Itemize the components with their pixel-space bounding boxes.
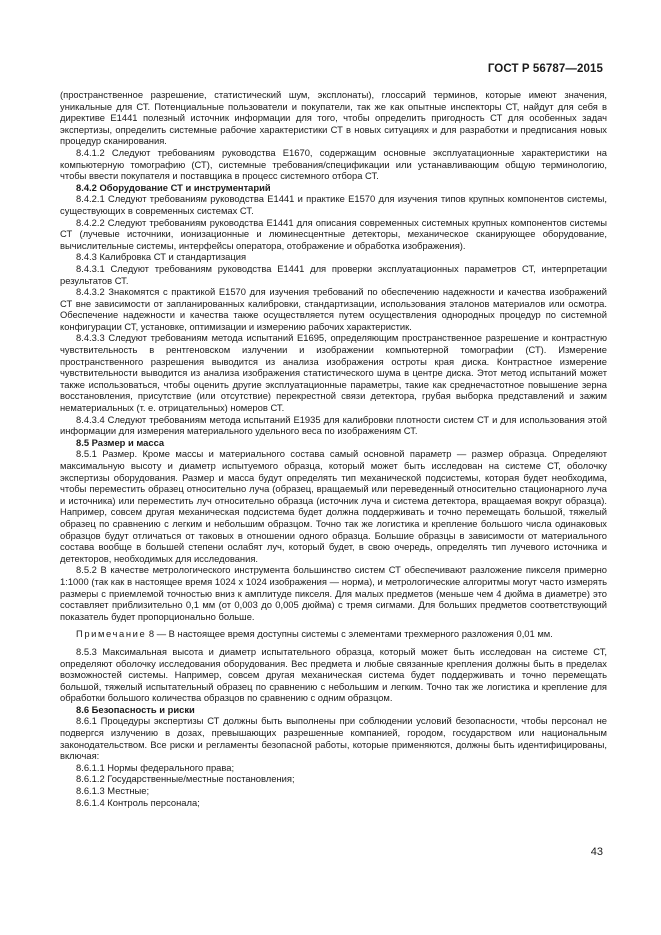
paragraph: 8.4.3.4 Следуют требованиям метода испытаний Е1935 для калибровки плотности систем СТ и для использования этой информации для измерения материального удельного веса по изображениям СТ. <box>60 413 607 437</box>
paragraph: 8.4.1.2 Следуют требованиям руководства Е1670, содержащим основные эксплуатационные характеристики на компьютерную томографию (СТ), системные требования/спецификации или устанавливающим общую терминологию, чтобы ввести покупателя и поставщика в процесс системного отбора СТ. <box>60 146 607 182</box>
paragraph: 8.6.1 Процедуры экспертизы СТ должны быть выполнены при соблюдении условий безопасности, чтобы персонал не подвергся излучению в дозах, превышающих разрешенные компанией, городом, государством или национальным законодательством. Все риски и регламенты безопасной работы, которые применяются, должны быть идентифицированы, включая: <box>60 715 607 762</box>
paragraph: 8.5 Размер и масса <box>76 436 165 448</box>
paragraph: 8.4.2.2 Следуют требованиям руководства Е1441 для описания современных системных крупных компонентов системы СТ (лучевые источники, ионизационные и люминесцентные детекторы, механическое сканирующее оборудование, вычислительные системы, интерфейсы оператора, отображение и обработка изображения). <box>60 216 607 251</box>
paragraph: 8.6 Безопасность и риски <box>76 703 195 715</box>
page-number: 43 <box>590 846 603 858</box>
page-header: ГОСТ Р 56787—2015 <box>487 63 603 75</box>
paragraph: (пространственное разрешение, статистический шум, эксплонаты), глоссарий терминов, которые имеют значения, уникальные для СТ. Потенциальные пользователи и покупатели, так же как опытные инспекторы СТ, найдут для себя в директиве Е1441 полезный источник информации для того, чтобы определить пригодность СТ для особенных задач экспертизы, определить системные рабочие характеристики СТ в новых ситуациях и для разработки и предписания новых процедур сканирования. <box>60 89 607 147</box>
paragraph: 8.5.1 Размер. Кроме массы и материального состава самый основной параметр — размер образца. Определяют максимальную высоту и диаметр испытуемого образца, который может быть исследован на системе СТ, оболочку экспертизы оборудования. Размер и масса будут определять тип механической подсистемы, которая будет необходима, чтобы переместить образец относительно луча (образец, вращаемый или переведенный относительно стационарного луча и источника) или переместить луч относительно образца (источник луча и система детектора, вращаемая вокруг образца). Например, совсем другая механическая подсистема будет должна поддерживать и точно перемещать большой, тяжелый образец по сравнению с легким и небольшим образцом. Точно так же логистика и крепление большого числа одинаковых образцов будут отличаться от таковых в отношении одного образца. Большие образцы в зависимости от материального состава вообще в большей степени ослабят луч, который будет, в свою очередь, определять тип лучевого источника и детекторов, необходимых для исследования. <box>60 448 607 564</box>
document-body <box>60 89 607 808</box>
paragraph: 8.6.1.3 Местные; <box>76 785 150 797</box>
paragraph: 8.4.2 Оборудование СТ и инструментарий <box>76 181 271 193</box>
note-label: Примечание <box>76 628 147 640</box>
section-part-2 <box>60 646 607 808</box>
paragraph: 8.4.3.3 Следуют требованиям метода испытаний Е1695, определяющим пространственное разрешение и контрастную чувствительность в рентгеновском излучении и изображении компьютерной томографии (СТ). Измерение пространственного разрешения выводится из анализа изображения остроты края диска. Контрастное измерение чувствительности выводится из анализа изображения статистического шума в центре диска. Этот метод испытаний может также использоваться, чтобы оценить другие эксплуатационные параметры, такие как среднечастотное повышение зерна восстановления, присутствие (или отсутствие) перекрестной связи детектора, грубая выборка представлений и зажим нематериальных (т. е. отрицательных) номеров СТ. <box>60 332 607 414</box>
paragraph: 8.4.3.2 Знакомятся с практикой Е1570 для изучения требований по обеспечению надежности и качества изображений СТ вне зависимости от запланированных калибровки, стандартизации, использования эталонов материалов или осмотра. Обеспечение надежности и качества также осуществляется путем осуществления однородных процедур по системной конфигурации СТ, установке, оптимизации и измерению рабочих характеристик. <box>60 286 607 332</box>
paragraph: 8.6.1.1 Нормы федерального права; <box>76 761 235 773</box>
paragraph: 8.5.3 Максимальная высота и диаметр испытательного образца, который может быть исследован на системе СТ, определяют оболочку исследования оборудования. Вес предмета и любые связанные крепления должны быть в пределах возможностей системы. Например, совсем другая механическая система будет поддерживать и точно перемещать большой, тяжелый испытательный образец по сравнению с небольшим и легким. Точно так же логистика и крепление для обработки большого количества образцов по сравнению с одним образцом. <box>60 645 607 704</box>
note <box>60 628 607 640</box>
paragraph: 8.6.1.2 Государственные/местные постановления; <box>76 773 295 785</box>
note-text: 8 — В настоящее время доступны системы с элементами трехмерного разложения 0,01 мм. <box>146 628 553 640</box>
paragraph: 8.4.3.1 Следуют требованиям руководства Е1441 для проверки эксплуатационных параметров СТ, интерпретации результатов СТ. <box>60 262 607 286</box>
paragraph: 8.4.3 Калибровка СТ и стандартизация <box>76 251 247 263</box>
paragraph: 8.6.1.4 Контроль персонала; <box>76 796 200 808</box>
section-part-1 <box>60 89 607 622</box>
paragraph: 8.4.2.1 Следуют требованиям руководства Е1441 и практике Е1570 для изучения типов крупных компонентов системы, существующих в современных системах СТ. <box>60 193 607 216</box>
paragraph: 8.5.2 В качестве метрологического инструмента большинство систем СТ обеспечивают разложение пикселя примерно 1:1000 (так как в настоящее время 1024 х 1024 изображения — норма), и метрологические алгоритмы могут часто измерять размеры с приемлемой точностью вниз к амплитуде пикселя. Для малых предметов (меньше чем 4 дюйма в диаметре) это составляет приблизительно 0,1 мм (от 0,003 до 0,005 дюйма) с тремя сигмами. Для больших предметов соответствующий показатель будет пропорционально больше. <box>60 564 607 622</box>
